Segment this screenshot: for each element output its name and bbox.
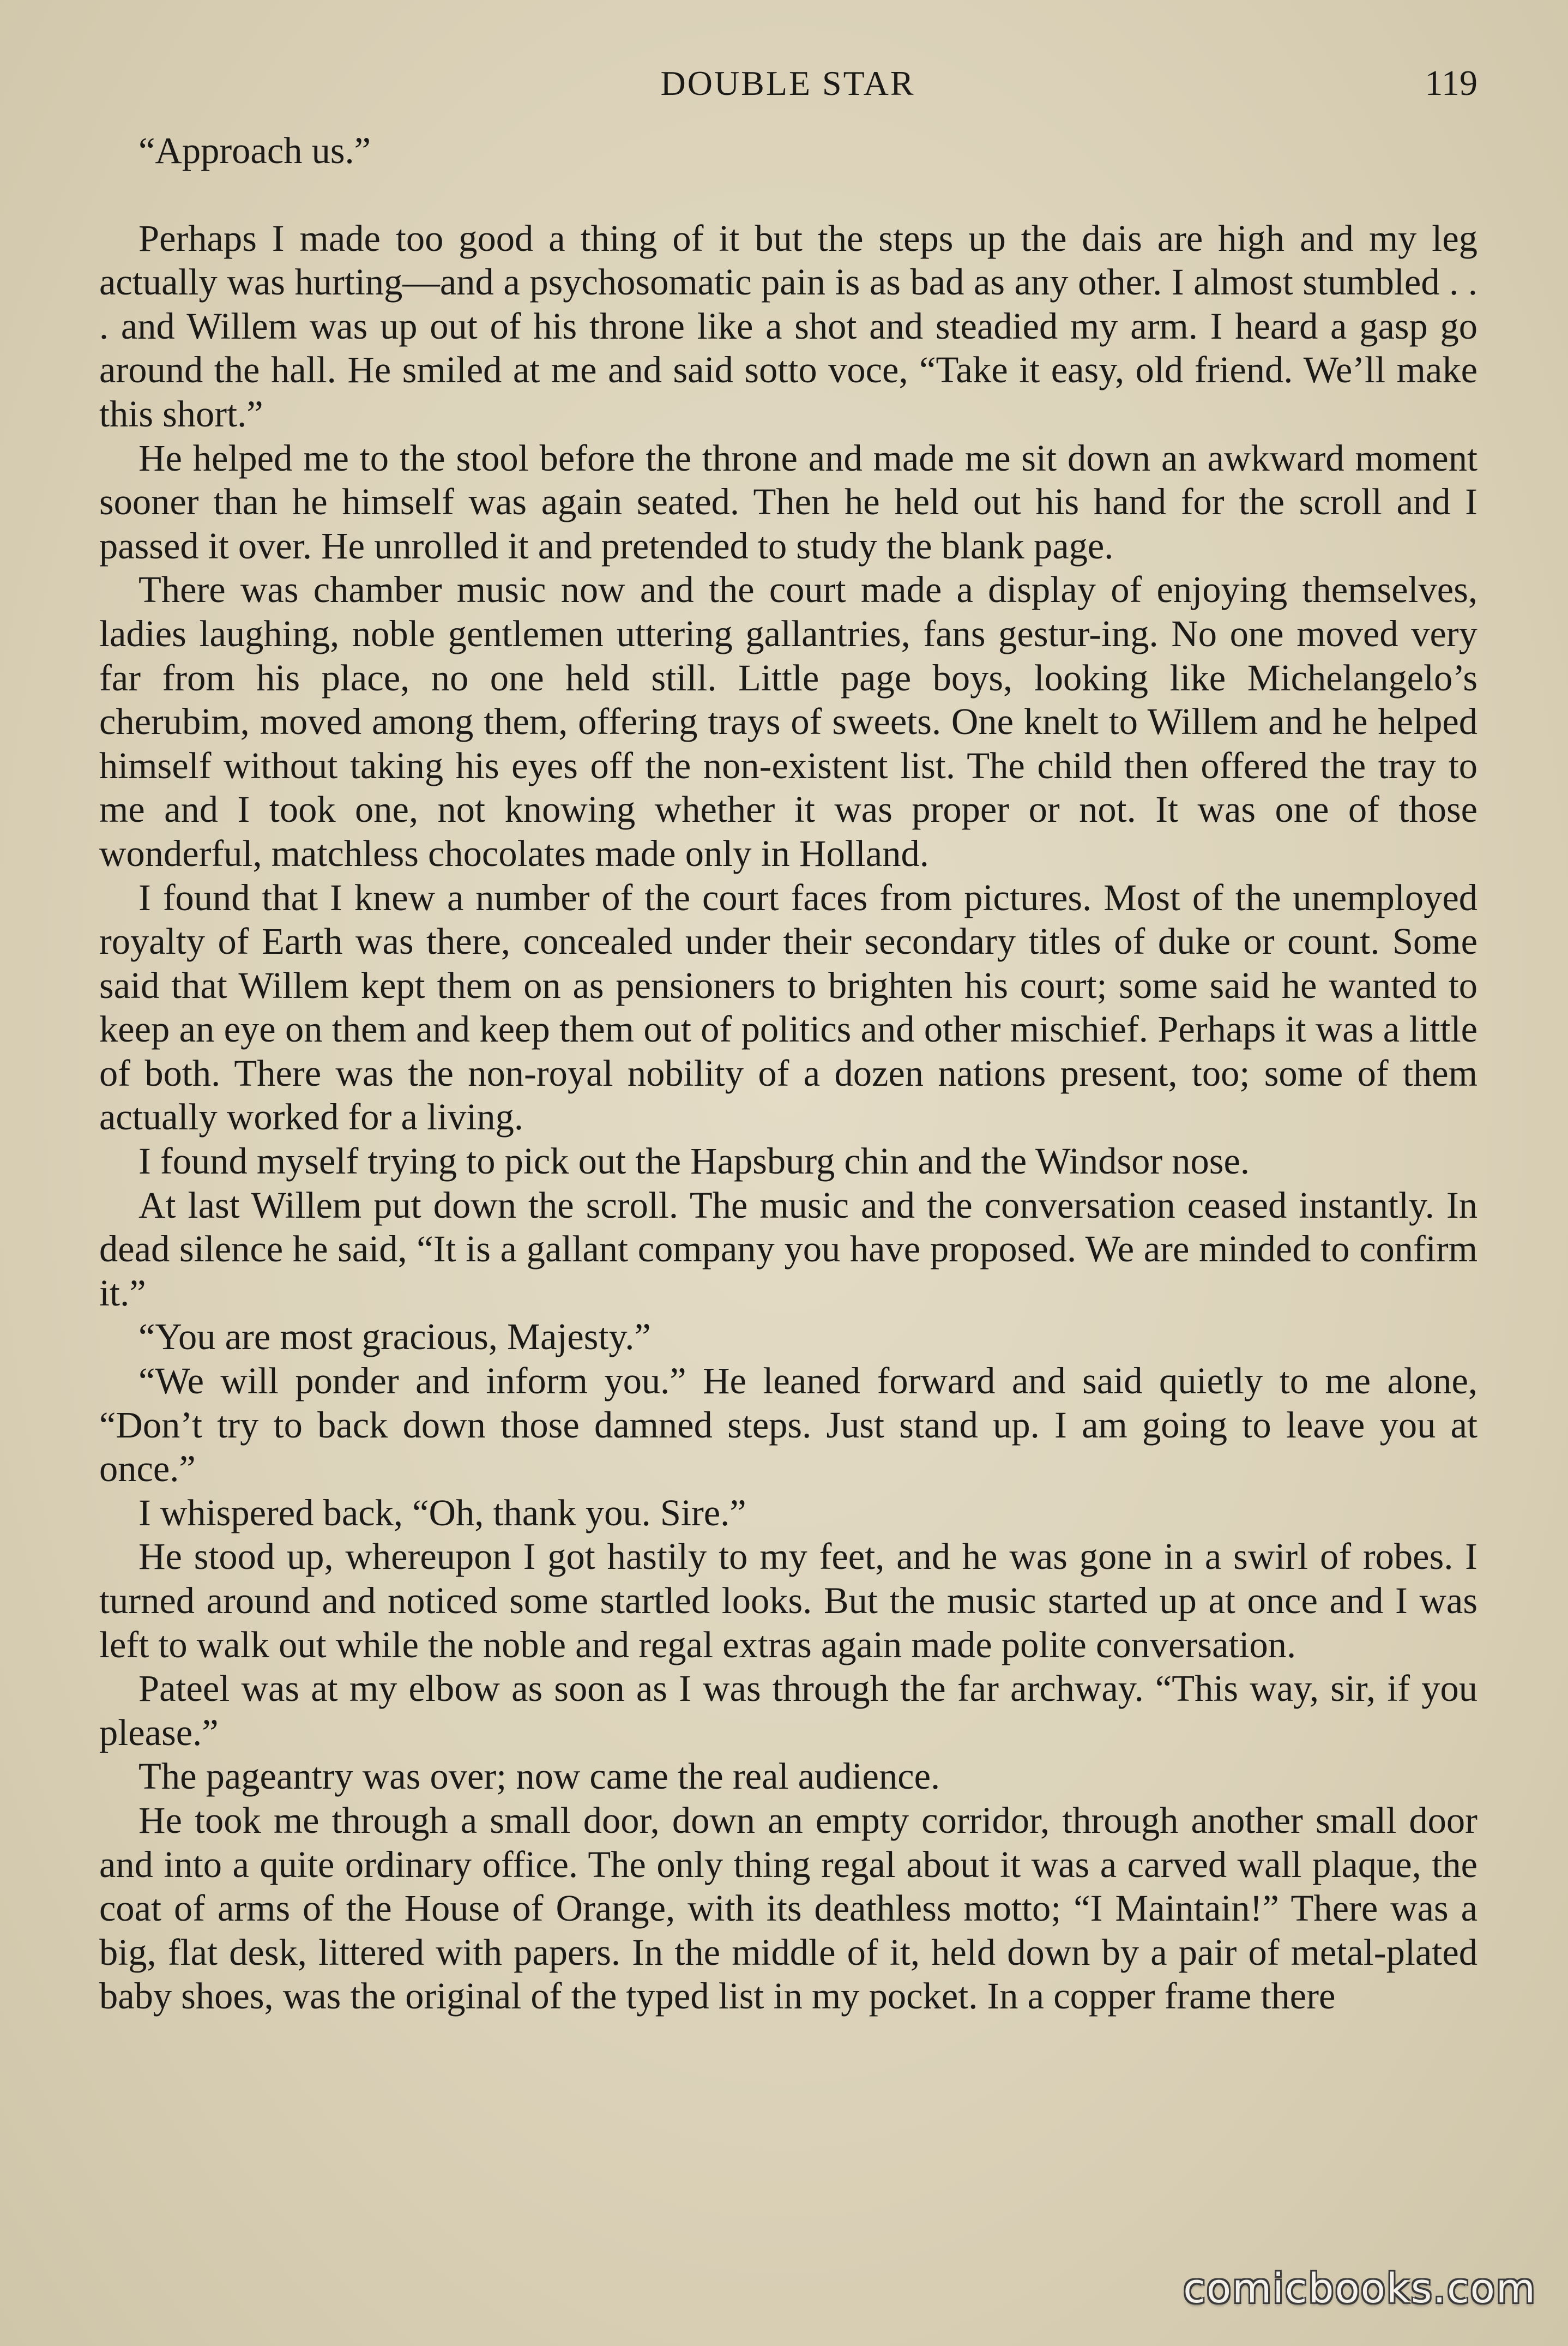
page-number: 119 bbox=[1425, 63, 1477, 103]
paragraph: I found that I knew a number of the court faces from pictures. Most of the unemployed royalty of Earth was there, concealed under their secondary titles of duke or count. Some said that Willem kept them on as pensioners to brighten his court; some said he wanted to keep an eye on them and keep them out of politics and other mischief. Perhaps it was a little of both. There was the non-royal nobility of a dozen nations present, too; some of them actually worked for a living. bbox=[99, 876, 1477, 1138]
paragraph: “Approach us.” bbox=[138, 130, 371, 171]
paragraph: He took me through a small door, down an empty corridor, through another small door and into a quite ordinary office. The only thing regal about it was a carved wall plaque, the coat of arms of the House of Orange, with its deathless motto; “I Maintain!” There was a big, flat desk, littered with papers. In the middle of it, held down by a pair of metal-plated baby shoes, was the original of the typed list in my pocket. In a copper frame there bbox=[99, 1799, 1477, 2017]
watermark: comicbooks.com bbox=[1183, 2265, 1536, 2312]
page-header bbox=[98, 59, 1477, 108]
paragraph: “You are most gracious, Majesty.” bbox=[138, 1316, 651, 1358]
paragraph: I whispered back, “Oh, thank you. Sire.” bbox=[138, 1491, 746, 1533]
paragraph: There was chamber music now and the court made a display of enjoying themselves, ladies laughing, noble gentlemen uttering gallantries, fans gestur-ing. No one moved very far from his place, no one held still. Little page boys, looking like Michelangelo’s cherubim, moved among them, offering trays of sweets. One knelt to Willem and he helped himself without taking his eyes off the non-existent list. The child then offered the tray to me and I took one, not knowing whether it was proper or not. It was one of those wonderful, matchless chocolates made only in Holland. bbox=[99, 569, 1477, 874]
paragraph: He stood up, whereupon I got hastily to my feet, and he was gone in a swirl of robes. I turned around and noticed some startled looks. But the music started up at once and I was left to walk out while the noble and regal extras again made polite conversation. bbox=[99, 1536, 1477, 1665]
paragraph: “We will ponder and inform you.” He leaned forward and said quietly to me alone, “Don’t try to back down those damned steps. Just stand up. I am going to leave you at once.” bbox=[99, 1360, 1477, 1490]
paragraph: He helped me to the stool before the throne and made me sit down an awkward moment sooner than he himself was again seated. Then he held out his hand for the scroll and I passed it over. He unrolled it and pretended to study the blank page. bbox=[99, 437, 1477, 567]
paragraph: Pateel was at my elbow as soon as I was through the far archway. “This way, sir, if you please.” bbox=[99, 1668, 1477, 1753]
paragraph: I found myself trying to pick out the Hapsburg chin and the Windsor nose. bbox=[138, 1140, 1250, 1182]
paragraph: At last Willem put down the scroll. The music and the conversation ceased instantly. In dead silence he said, “It is a gallant company you have proposed. We are minded to confirm it.” bbox=[99, 1184, 1477, 1314]
paragraph: The pageantry was over; now came the real audience. bbox=[138, 1755, 940, 1797]
body-text bbox=[99, 129, 1477, 2018]
paragraph: Perhaps I made too good a thing of it but the steps up the dais are high and my leg actually was hurting—and a psychosomatic pain is as bad as any other. I almost stumbled . . . and Willem was up out of his throne like a shot and steadied my arm. I heard a gasp go around the hall. He smiled at me and said sotto voce, “Take it easy, old friend. We’ll make this short.” bbox=[99, 217, 1477, 435]
running-title: DOUBLE STAR bbox=[660, 64, 915, 103]
